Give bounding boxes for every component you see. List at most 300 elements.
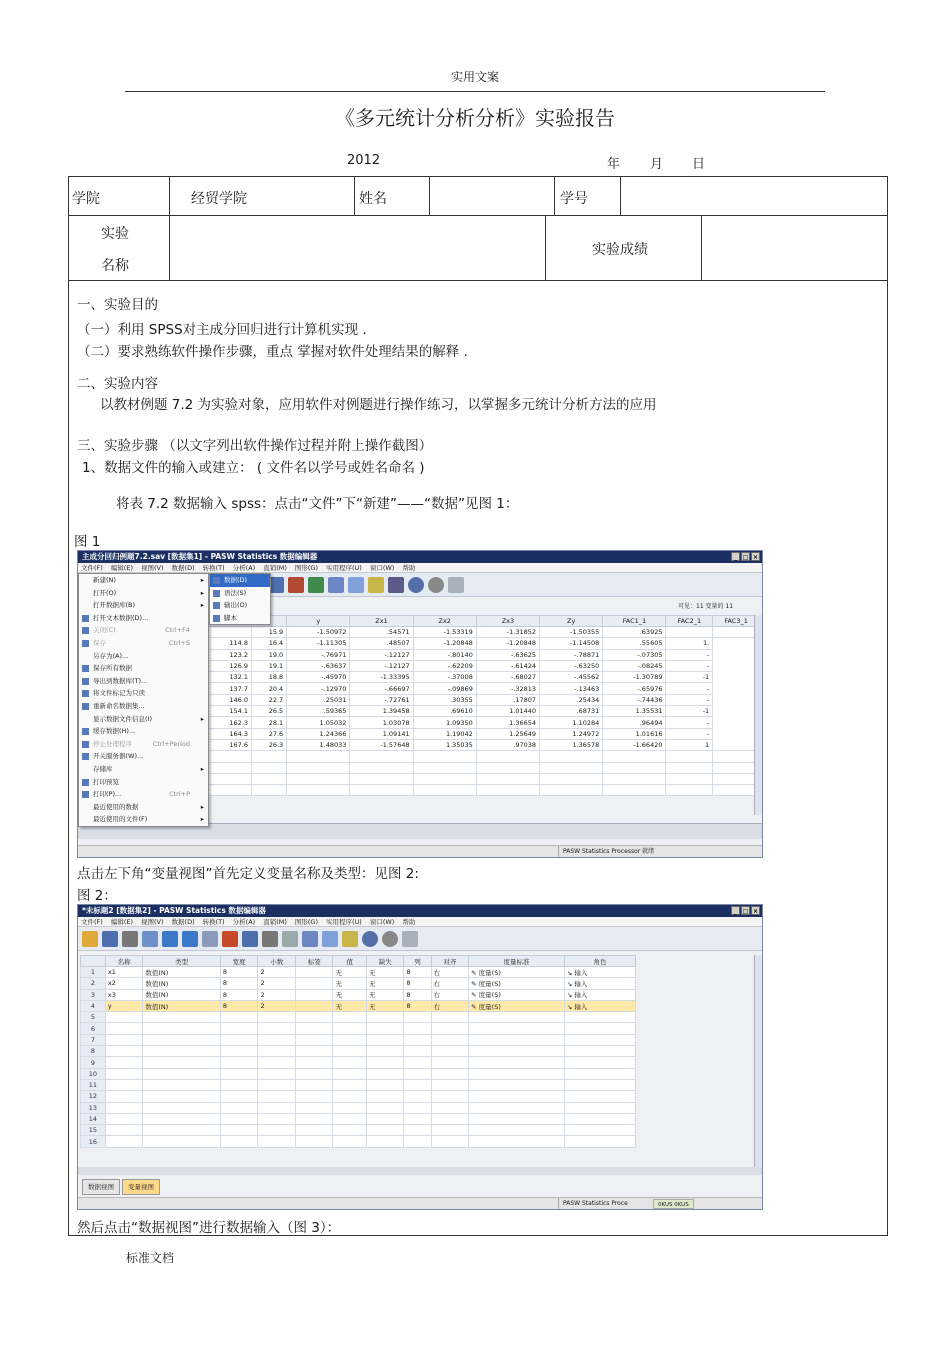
cell[interactable] (366, 1125, 404, 1136)
file-menu-item[interactable] (79, 599, 208, 612)
cell[interactable] (287, 785, 350, 796)
cell[interactable]: .30355 (413, 694, 476, 705)
cell[interactable] (333, 1125, 366, 1136)
menu-item[interactable]: 帮助 (402, 564, 416, 572)
cell[interactable] (143, 1079, 221, 1090)
vertical-scrollbar[interactable] (754, 955, 762, 1167)
value-labels-icon[interactable] (388, 577, 404, 593)
cell[interactable]: 167.6 (209, 739, 252, 750)
horizontal-scrollbar[interactable] (78, 1167, 763, 1175)
cell[interactable] (469, 1034, 565, 1045)
cell[interactable] (603, 785, 666, 796)
cell[interactable]: 1 (666, 739, 713, 750)
cell[interactable] (105, 1102, 143, 1113)
cell[interactable] (469, 1023, 565, 1034)
cell[interactable]: ↘ 输入 (564, 978, 635, 989)
cell[interactable]: -.12127 (350, 649, 413, 660)
cell[interactable] (469, 1091, 565, 1102)
cell[interactable]: 137.7 (209, 683, 252, 694)
cell[interactable] (258, 1057, 296, 1068)
cell[interactable] (105, 1113, 143, 1124)
cell[interactable] (295, 1125, 333, 1136)
cell[interactable]: 无 (333, 978, 366, 989)
cell[interactable] (469, 1102, 565, 1113)
cell[interactable] (469, 1113, 565, 1124)
vertical-scrollbar[interactable] (754, 615, 762, 815)
cell[interactable] (333, 1102, 366, 1113)
cell[interactable] (258, 1091, 296, 1102)
cell[interactable] (404, 1113, 431, 1124)
menu-item[interactable]: 窗口(W) (369, 918, 395, 926)
cell[interactable] (431, 1046, 469, 1057)
cell[interactable] (469, 1068, 565, 1079)
cell[interactable] (295, 1012, 333, 1023)
cell[interactable] (258, 1113, 296, 1124)
cell[interactable] (333, 1079, 366, 1090)
cell[interactable] (258, 1068, 296, 1079)
cell[interactable]: 无 (333, 989, 366, 1000)
close-icon[interactable]: × (752, 554, 759, 561)
cell[interactable] (666, 785, 713, 796)
cell[interactable] (431, 1125, 469, 1136)
cell[interactable]: 1 (81, 967, 106, 978)
weight-cases-icon[interactable] (302, 931, 318, 947)
cell[interactable]: 16.4 (252, 638, 287, 649)
cell[interactable]: -1.20848 (413, 638, 476, 649)
cell[interactable]: 8 (220, 1000, 258, 1011)
column-header[interactable]: 类型 (143, 956, 221, 967)
cell[interactable]: 1.09350 (413, 717, 476, 728)
cell[interactable] (564, 1023, 635, 1034)
column-header[interactable]: 度量标准 (469, 956, 565, 967)
cell[interactable]: -.62209 (413, 660, 476, 671)
cell[interactable]: 1.36654 (476, 717, 539, 728)
cell[interactable] (431, 1079, 469, 1090)
menu-item[interactable]: 视图(V) (141, 564, 164, 572)
cell[interactable] (220, 1113, 258, 1124)
cell[interactable]: -.63625 (476, 649, 539, 660)
cell[interactable] (295, 1046, 333, 1057)
cell[interactable]: -.63250 (540, 660, 603, 671)
cell[interactable] (105, 1046, 143, 1057)
cell[interactable] (143, 1046, 221, 1057)
cell[interactable] (295, 1136, 333, 1147)
menu-item[interactable]: 图形(G) (294, 918, 318, 926)
cell[interactable] (350, 762, 413, 773)
cell[interactable] (143, 1012, 221, 1023)
cell[interactable]: 15.9 (252, 627, 287, 638)
cell[interactable] (209, 785, 252, 796)
cell[interactable]: 右 (431, 978, 469, 989)
column-header[interactable]: 角色 (564, 956, 635, 967)
cell[interactable] (564, 1057, 635, 1068)
menu-item[interactable]: 视图(V) (141, 918, 164, 926)
cell[interactable]: 1.01440 (476, 706, 539, 717)
open-icon[interactable] (82, 931, 98, 947)
row-number[interactable]: 7 (81, 1034, 106, 1045)
cell[interactable]: 126.9 (209, 660, 252, 671)
cell[interactable] (540, 785, 603, 796)
cell[interactable] (469, 1046, 565, 1057)
cell[interactable] (366, 1079, 404, 1090)
cell[interactable] (469, 1057, 565, 1068)
cell[interactable]: - (666, 683, 713, 694)
row-number[interactable]: 8 (81, 1046, 106, 1057)
cell[interactable] (713, 773, 760, 784)
cell[interactable] (603, 751, 666, 762)
cell[interactable] (366, 1012, 404, 1023)
column-header[interactable]: y (287, 616, 350, 627)
cell[interactable]: 1.24972 (540, 728, 603, 739)
cell[interactable] (366, 1091, 404, 1102)
cell[interactable]: -.76971 (287, 649, 350, 660)
file-menu-item[interactable] (79, 750, 208, 763)
menu-item[interactable]: 帮助 (402, 918, 416, 926)
cell[interactable]: 162.3 (209, 717, 252, 728)
cell[interactable]: .55605 (603, 638, 666, 649)
cell[interactable] (105, 1023, 143, 1034)
cell[interactable] (564, 1136, 635, 1147)
cell[interactable] (252, 785, 287, 796)
undo-icon[interactable] (162, 931, 178, 947)
cell[interactable] (295, 1079, 333, 1090)
cell[interactable]: 2 (258, 1000, 296, 1011)
column-header[interactable]: 标签 (295, 956, 333, 967)
cell[interactable] (220, 1034, 258, 1045)
cell[interactable]: 123.2 (209, 649, 252, 660)
cell[interactable] (333, 1012, 366, 1023)
cell[interactable]: ↘ 输入 (564, 967, 635, 978)
cell[interactable] (143, 1034, 221, 1045)
cell[interactable]: -.45970 (287, 672, 350, 683)
use-sets-icon[interactable] (408, 577, 424, 593)
cell[interactable] (431, 1012, 469, 1023)
cell[interactable] (143, 1057, 221, 1068)
cell[interactable]: .25031 (287, 694, 350, 705)
cell[interactable]: -1.50355 (540, 627, 603, 638)
cell[interactable] (143, 1102, 221, 1113)
cell[interactable] (366, 1102, 404, 1113)
cell[interactable]: 无 (366, 989, 404, 1000)
menu-item[interactable]: 文件(F) (81, 564, 103, 572)
column-header[interactable]: 列 (404, 956, 431, 967)
submenu-item[interactable] (210, 587, 270, 600)
cell[interactable]: 19.1 (252, 660, 287, 671)
cell[interactable] (366, 1136, 404, 1147)
go-to-case-icon[interactable] (308, 577, 324, 593)
cell[interactable]: 1.09141 (350, 728, 413, 739)
cell[interactable] (220, 1068, 258, 1079)
cell[interactable] (350, 773, 413, 784)
cell[interactable]: - (666, 717, 713, 728)
row-number[interactable]: 15 (81, 1125, 106, 1136)
cell[interactable]: .63925 (603, 627, 666, 638)
cell[interactable]: 132.1 (209, 672, 252, 683)
cell[interactable]: y (105, 1000, 143, 1011)
cell[interactable] (404, 1136, 431, 1147)
cell[interactable]: 1.24366 (287, 728, 350, 739)
close-icon[interactable]: × (752, 908, 759, 915)
save-icon[interactable] (102, 931, 118, 947)
cell[interactable] (220, 1125, 258, 1136)
cell[interactable] (143, 1113, 221, 1124)
cell[interactable] (220, 1136, 258, 1147)
file-menu-item[interactable] (79, 612, 208, 625)
cell[interactable] (469, 1136, 565, 1147)
cell[interactable]: -1 (666, 706, 713, 717)
cell[interactable]: 8 (404, 978, 431, 989)
cell[interactable]: 数值(N) (143, 989, 221, 1000)
cell[interactable] (404, 1046, 431, 1057)
cell[interactable] (209, 751, 252, 762)
cell[interactable] (105, 1034, 143, 1045)
cell[interactable] (404, 1068, 431, 1079)
cell[interactable]: 数值(N) (143, 967, 221, 978)
cell[interactable]: -.45562 (540, 672, 603, 683)
cell[interactable]: 164.3 (209, 728, 252, 739)
cell[interactable]: x2 (105, 978, 143, 989)
cell[interactable]: -.61424 (476, 660, 539, 671)
cell[interactable] (713, 762, 760, 773)
cell[interactable] (713, 751, 760, 762)
menu-item[interactable]: 实用程序(U) (325, 918, 362, 926)
cell[interactable] (252, 751, 287, 762)
cell[interactable]: 2 (258, 989, 296, 1000)
cell[interactable] (105, 1091, 143, 1102)
cell[interactable] (287, 773, 350, 784)
print-icon[interactable] (122, 931, 138, 947)
cell[interactable] (258, 1012, 296, 1023)
cell[interactable] (295, 1102, 333, 1113)
cell[interactable]: - (666, 649, 713, 660)
cell[interactable] (258, 1136, 296, 1147)
cell[interactable] (105, 1125, 143, 1136)
cell[interactable] (404, 1102, 431, 1113)
cell[interactable] (469, 1079, 565, 1090)
cell[interactable]: -.37008 (413, 672, 476, 683)
cell[interactable]: -.72761 (350, 694, 413, 705)
cell[interactable] (431, 1034, 469, 1045)
cell[interactable] (252, 762, 287, 773)
weight-cases-icon[interactable] (348, 577, 364, 593)
cell[interactable]: -1.50972 (287, 627, 350, 638)
dialog-recall-icon[interactable] (142, 931, 158, 947)
cell[interactable]: ↘ 输入 (564, 989, 635, 1000)
cell[interactable] (143, 1125, 221, 1136)
column-header[interactable]: Zx3 (476, 616, 539, 627)
cell[interactable] (258, 1023, 296, 1034)
cell[interactable]: .59365 (287, 706, 350, 717)
cell[interactable] (431, 1136, 469, 1147)
cell[interactable] (564, 1091, 635, 1102)
cell[interactable]: 146.0 (209, 694, 252, 705)
cell[interactable]: 右 (431, 1000, 469, 1011)
cell[interactable] (105, 1079, 143, 1090)
cell[interactable]: 1.05032 (287, 717, 350, 728)
cell[interactable] (404, 1057, 431, 1068)
cell[interactable] (295, 1000, 333, 1011)
cell[interactable]: 3 (81, 989, 106, 1000)
row-number[interactable]: 11 (81, 1079, 106, 1090)
cell[interactable]: -1 (666, 672, 713, 683)
cell[interactable] (431, 1057, 469, 1068)
column-header[interactable]: 名称 (105, 956, 143, 967)
cell[interactable] (366, 1046, 404, 1057)
cell[interactable]: 8 (220, 967, 258, 978)
cell[interactable] (295, 1057, 333, 1068)
cell[interactable]: -.65976 (603, 683, 666, 694)
cell[interactable] (258, 1125, 296, 1136)
cell[interactable]: 无 (366, 1000, 404, 1011)
column-header[interactable]: 值 (333, 956, 366, 967)
cell[interactable] (366, 1034, 404, 1045)
cell[interactable]: - (666, 728, 713, 739)
cell[interactable] (287, 751, 350, 762)
cell[interactable] (413, 785, 476, 796)
row-number[interactable]: 12 (81, 1091, 106, 1102)
column-header[interactable]: Zx1 (350, 616, 413, 627)
cell[interactable] (666, 627, 713, 638)
tab-variable-view[interactable]: 变量视图 (122, 1179, 160, 1195)
cell[interactable] (431, 1023, 469, 1034)
cell[interactable] (333, 1136, 366, 1147)
cell[interactable] (258, 1102, 296, 1113)
cell[interactable] (350, 785, 413, 796)
menu-item[interactable]: 编辑(E) (110, 918, 133, 926)
cell[interactable]: 无 (366, 978, 404, 989)
cell[interactable]: ✎ 度量(S) (469, 978, 565, 989)
cell[interactable]: -.32813 (476, 683, 539, 694)
split-file-icon[interactable] (282, 931, 298, 947)
menu-item[interactable]: 数据(D) (171, 564, 195, 572)
cell[interactable]: x1 (105, 967, 143, 978)
row-number[interactable]: 9 (81, 1057, 106, 1068)
cell[interactable] (295, 1113, 333, 1124)
file-menu-item[interactable] (79, 776, 208, 789)
cell[interactable]: 8 (404, 989, 431, 1000)
cell[interactable] (564, 1079, 635, 1090)
cell[interactable] (333, 1057, 366, 1068)
cell[interactable]: 数值(N) (143, 1000, 221, 1011)
menu-item[interactable]: 文件(F) (81, 918, 103, 926)
cell[interactable]: -.63637 (287, 660, 350, 671)
file-menu-item[interactable] (79, 801, 208, 814)
cell[interactable]: 1.48033 (287, 739, 350, 750)
cell[interactable] (404, 1023, 431, 1034)
cell[interactable]: -1.14508 (540, 638, 603, 649)
cell[interactable]: 8 (220, 989, 258, 1000)
column-header[interactable]: FAC1_1 (603, 616, 666, 627)
cell[interactable] (220, 1012, 258, 1023)
file-menu-item[interactable] (79, 662, 208, 675)
go-to-case-icon[interactable] (202, 931, 218, 947)
menu-item[interactable]: 窗口(W) (369, 564, 395, 572)
row-number[interactable]: 13 (81, 1102, 106, 1113)
column-header[interactable]: Zx2 (413, 616, 476, 627)
file-menu-item[interactable] (79, 788, 208, 801)
cell[interactable] (404, 1079, 431, 1090)
cell[interactable]: 1.35531 (603, 706, 666, 717)
cell[interactable]: 1.19042 (413, 728, 476, 739)
file-menu-item[interactable] (79, 725, 208, 738)
row-number[interactable]: 5 (81, 1012, 106, 1023)
cell[interactable]: -1.33395 (350, 672, 413, 683)
cell[interactable] (413, 751, 476, 762)
cell[interactable] (413, 773, 476, 784)
submenu-item[interactable] (210, 574, 270, 587)
column-header[interactable]: Zy (540, 616, 603, 627)
menu-item[interactable]: 直销(M) (263, 918, 287, 926)
cell[interactable]: ✎ 度量(S) (469, 1000, 565, 1011)
cell[interactable] (476, 773, 539, 784)
cell[interactable] (469, 1125, 565, 1136)
minimize-icon[interactable]: _ (731, 552, 740, 561)
spelling-icon[interactable] (402, 931, 418, 947)
maximize-icon[interactable]: □ (742, 554, 749, 561)
cell[interactable]: -1.57648 (350, 739, 413, 750)
file-menu-item[interactable] (79, 700, 208, 713)
find-icon[interactable] (262, 931, 278, 947)
file-menu-item[interactable] (79, 574, 208, 587)
cell[interactable] (431, 1068, 469, 1079)
cell[interactable] (666, 762, 713, 773)
cell[interactable] (209, 762, 252, 773)
spelling-icon[interactable] (448, 577, 464, 593)
insert-cases-icon[interactable] (222, 931, 238, 947)
redo-icon[interactable] (182, 931, 198, 947)
cell[interactable] (295, 989, 333, 1000)
cell[interactable]: ✎ 度量(S) (469, 989, 565, 1000)
cell[interactable]: .68731 (540, 706, 603, 717)
cell[interactable]: ✎ 度量(S) (469, 967, 565, 978)
cell[interactable]: 2 (258, 978, 296, 989)
cell[interactable] (431, 1113, 469, 1124)
cell[interactable]: -1.30789 (603, 672, 666, 683)
cell[interactable] (404, 1091, 431, 1102)
cell[interactable] (713, 785, 760, 796)
menu-item[interactable]: 转换(T) (202, 918, 225, 926)
cell[interactable]: -.78871 (540, 649, 603, 660)
cell[interactable]: 20.4 (252, 683, 287, 694)
cell[interactable] (540, 773, 603, 784)
cell[interactable] (476, 751, 539, 762)
show-sets-icon[interactable] (382, 931, 398, 947)
cell[interactable] (333, 1046, 366, 1057)
menu-item[interactable]: 数据(D) (171, 918, 195, 926)
cell[interactable] (333, 1034, 366, 1045)
cell[interactable] (666, 773, 713, 784)
cell[interactable]: 27.6 (252, 728, 287, 739)
select-cases-icon[interactable] (322, 931, 338, 947)
cell[interactable]: -1.11305 (287, 638, 350, 649)
maximize-icon[interactable]: □ (742, 908, 749, 915)
cell[interactable] (603, 762, 666, 773)
menu-item[interactable]: 分析(A) (232, 564, 256, 572)
cell[interactable]: -1.20848 (476, 638, 539, 649)
cell[interactable] (295, 1091, 333, 1102)
cell[interactable] (252, 773, 287, 784)
cell[interactable] (143, 1068, 221, 1079)
cell[interactable]: 无 (333, 1000, 366, 1011)
cell[interactable] (220, 1091, 258, 1102)
cell[interactable] (333, 1023, 366, 1034)
cell[interactable] (333, 1091, 366, 1102)
cell[interactable]: 4 (81, 1000, 106, 1011)
cell[interactable] (295, 1034, 333, 1045)
cell[interactable] (143, 1023, 221, 1034)
cell[interactable]: 无 (366, 967, 404, 978)
cell[interactable]: -.80140 (413, 649, 476, 660)
